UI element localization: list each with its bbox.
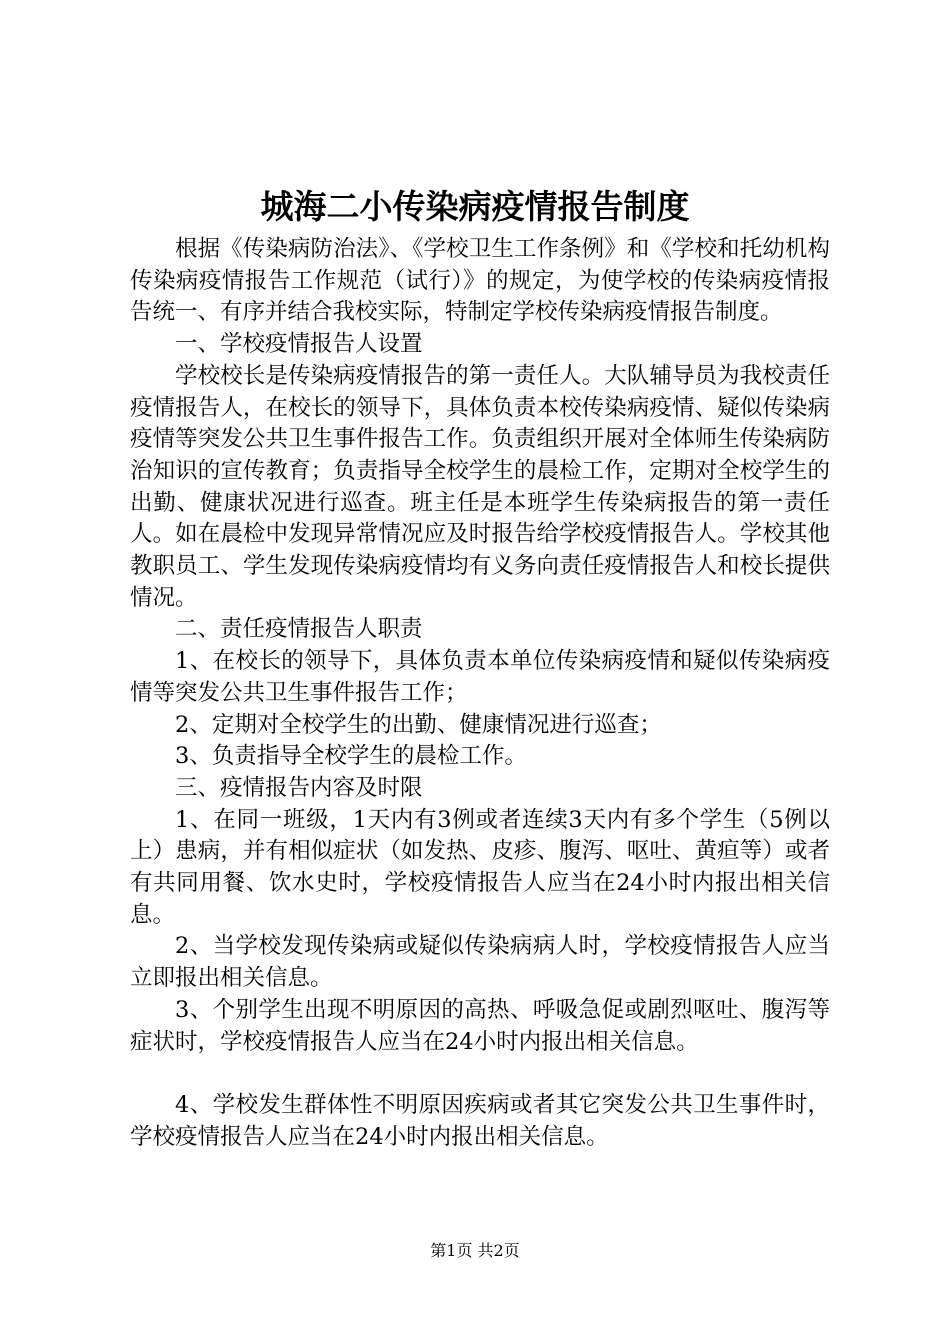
document-title: 城海二小传染病疫情报告制度 [260,187,690,226]
report-item-3: 3、个别学生出现不明原因的高热、呼吸急促或剧烈呕吐、腹泻等症状时，学校疫情报告人应当在24小时内报出相关信息。 [130,996,830,1055]
report-item-2: 2、当学校发现传染病或疑似传染病病人时，学校疫情报告人应当立即报出相关信息。 [130,933,830,992]
duty-item-1: 1、在校长的领导下，具体负责本单位传染病疫情和疑似传染病疫情等突发公共卫生事件报告工作； [130,648,830,706]
page-footer: 第1页 共2页 [430,1241,520,1260]
section-heading-3: 三、疫情报告内容及时限 [175,774,423,801]
intro-paragraph: 根据《传染病防治法》、《学校卫生工作条例》和《学校和托幼机构传染病疫情报告工作规范（试行）》的规定，为使学校的传染病疫情报告统一、有序并结合我校实际，特制定学校传染病疫情报告制度。 [130,236,830,326]
duty-item-2: 2、定期对全校学生的出勤、健康情况进行巡查； [175,711,662,738]
report-item-4: 4、学校发生群体性不明原因疾病或者其它突发公共卫生事件时，学校疫情报告人应当在24小时内报出相关信息。 [130,1091,830,1150]
report-item-1: 1、在同一班级，1天内有3例或者连续3天内有多个学生（5例以上）患病，并有相似症状（如发热、皮疹、腹泻、呕吐、黄疸等）或者有共同用餐、饮水史时，学校疫情报告人应当在24小时内报出相关信息。 [130,806,830,928]
document-body [130,234,830,1153]
section-heading-1: 一、学校疫情报告人设置 [175,331,423,358]
section-1-paragraph: 学校校长是传染病疫情报告的第一责任人。大队辅导员为我校责任疫情报告人，在校长的领导下，具体负责本校传染病疫情、疑似传染病疫情等突发公共卫生事件报告工作。负责组织开展对全体师生传染病防治知识的宣传教育；负责指导全校学生的晨检工作，定期对全校学生的出勤、健康状况进行巡查。班主任是本班学生传染病报告的第一责任人。如在晨检中发现异常情况应及时报告给学校疫情报告人。学校其他教职员工、学生发现传染病疫情均有义务向责任疫情报告人和校长提供情况。 [130,362,830,611]
section-heading-2: 二、责任疫情报告人职责 [175,616,423,643]
duty-item-3: 3、负责指导全校学生的晨检工作。 [175,743,527,770]
